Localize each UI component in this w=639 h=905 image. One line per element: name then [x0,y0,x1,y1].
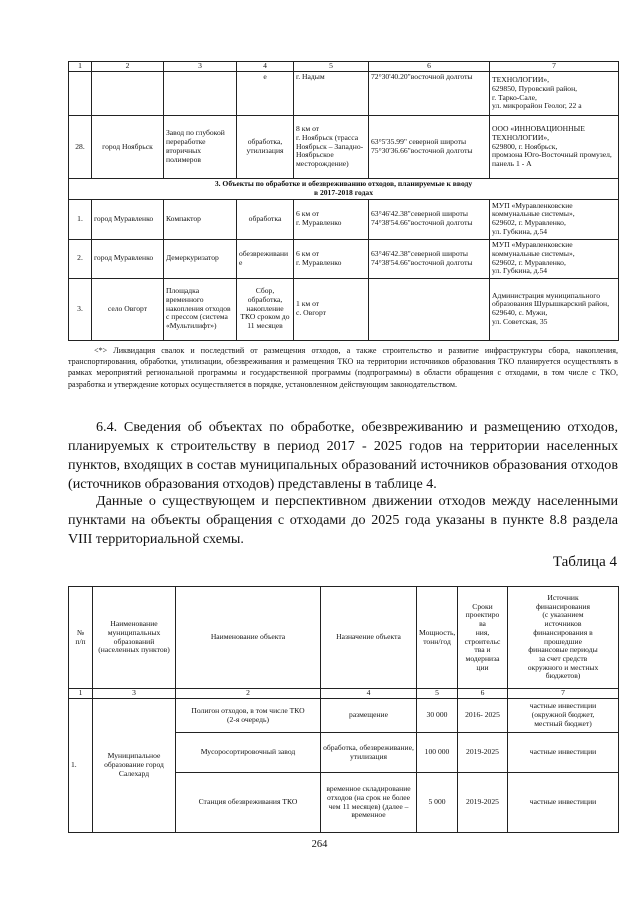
coordinates-cell: 63°5'35.99" северной широты 75°30'36.66"восточной долготы [369,116,490,179]
location-cell: 1 км от с. Овгорт [294,278,369,340]
settlement-cell: город Муравленко [92,239,164,278]
object-cell: Площадка временного накопления отходов с прессом (система «Мультилифт») [164,278,237,340]
operator-cell: ТЕХНОЛОГИИ», 629850, Пуровский район, г. Тарко-Сале, ул. микрорайон Геолог, 22 а [490,72,619,116]
object-cell: Демеркуризатор [164,239,237,278]
row-number: 1. [69,699,93,833]
purpose-cell: временное складирование отходов (на срок не более чем 11 месяцев) (далее – временное [321,773,417,833]
column-number: 6 [458,689,508,699]
section-title: 3. Объекты по обработке и обезвреживанию отходов, планируемые к вводу в 2017-2018 годах [69,179,619,200]
header-object-purpose: Назначение объекта [321,587,417,689]
period-cell: 2019-2025 [458,733,508,773]
funding-cell: частные инвестиции (окружной бюджет, местный бюджет) [508,699,619,733]
column-number: 2 [92,62,164,72]
capacity-cell: 5 000 [417,773,458,833]
table-header-row [69,62,619,72]
column-number: 2 [176,689,321,699]
purpose-cell: обработка, обезвреживание, утилизация [321,733,417,773]
paragraph-waste-flow: Данные о существующем и перспективном движении отходов между населенными пунктами на объекты обращения с отходами до 2025 года указаны в пункте 8.8 раздела VIII территориальной схемы. [68,493,618,547]
municipality-cell: Муниципальное образование город Салехард [93,699,176,833]
table-header-row [69,587,619,689]
operator-cell: ООО «ИННОВАЦИОННЫЕ ТЕХНОЛОГИИ», 629800, г. Ноябрьск, промзона Юго-Восточный промузел, панель 1 - А [490,116,619,179]
operator-cell: МУП «Муравленковские коммунальные системы», 629602, г. Муравленко, ул. Губкина, д.54 [490,199,619,239]
coordinates-cell [369,278,490,340]
header-number: № п/п [69,587,93,689]
column-number: 7 [508,689,619,699]
purpose-cell: обработка [237,199,294,239]
funding-cell: частные инвестиции [508,733,619,773]
paragraph-6-4: 6.4. Сведения об объектах по обработке, обезвреживанию и размещению отходов, планируемых к строительству в период 2017 - 2025 годов на территории населенных пунктов, входящих в состав муниципальных образований источников образования отходов (источников образования отходов) представлены в таблице 4. [68,419,618,492]
purpose-cell: Сбор, обработка, накопление ТКО сроком до 11 месяцев [237,278,294,340]
object-cell: Мусоросортировочный завод [176,733,321,773]
coordinates-cell: 63°46'42.38"северной широты 74°38'54.66"восточной долготы [369,239,490,278]
table-row [69,239,619,278]
location-cell: 6 км от г. Муравленко [294,239,369,278]
table-4 [68,586,619,833]
row-number: 3. [69,278,92,340]
location-cell: 8 км от г. Ноябрьск (трасса Ноябрьск – Западно-Ноябрьское месторождение) [294,116,369,179]
object-cell: Полигон отходов, в том числе ТКО (2-я очередь) [176,699,321,733]
capacity-cell: 30 000 [417,699,458,733]
row-number [69,72,92,116]
operator-cell: МУП «Муравленковские коммунальные системы», 629602, г. Муравленко, ул. Губкина, д.54 [490,239,619,278]
column-number: 4 [321,689,417,699]
column-number: 3 [164,62,237,72]
object-cell [164,72,237,116]
settlement-cell: село Овгорт [92,278,164,340]
table-3-continuation [68,61,619,341]
object-cell: Станция обезвреживания ТКО [176,773,321,833]
section-header-row [69,179,619,200]
row-number: 1. [69,199,92,239]
column-number: 1 [69,689,93,699]
row-number: 2. [69,239,92,278]
settlement-cell: город Ноябрьск [92,116,164,179]
table-4-caption: Таблица 4 [552,554,617,570]
period-cell: 2019-2025 [458,773,508,833]
coordinates-cell: 72°30'40.20"восточной долготы [369,72,490,116]
location-cell: 6 км от г. Муравленко [294,199,369,239]
header-period: Сроки проектиро ва ния, строительс тва и модерниза ции [458,587,508,689]
column-number-row [69,689,619,699]
operator-cell: Администрация муниципального образования Шурышкарский район, 629640, с. Мужи, ул. Советская, 35 [490,278,619,340]
table-row [69,699,619,733]
settlement-cell: город Муравленко [92,199,164,239]
column-number: 5 [294,62,369,72]
location-cell: г. Надым [294,72,369,116]
coordinates-cell: 63°46'42.38"северной широты 74°38'54.66"восточной долготы [369,199,490,239]
column-number: 1 [69,62,92,72]
settlement-cell [92,72,164,116]
purpose-cell: обезвреживани е [237,239,294,278]
object-cell: Компактор [164,199,237,239]
page-number: 264 [311,839,328,850]
purpose-cell: обработка, утилизация [237,116,294,179]
column-number: 4 [237,62,294,72]
table-row [69,116,619,179]
column-number: 6 [369,62,490,72]
header-funding: Источник финансирования (с указанием источников финансирования в прошедшие финансовые периоды за счет средств окружного и местных бюджетов) [508,587,619,689]
table-row [69,278,619,340]
table-row [69,72,619,116]
header-municipality: Наименование муниципальных образований (населенных пунктов) [93,587,176,689]
row-number: 28. [69,116,92,179]
object-cell: Завод по глубокой переработке вторичных полимеров [164,116,237,179]
header-capacity: Мощность, тонн/год [417,587,458,689]
period-cell: 2016- 2025 [458,699,508,733]
footnote: <*> Ликвидация свалок и последствий от размещения отходов, а также строительство и развитие инфраструктуры сбора, накопления, транспортирования, обработки, утилизации, обезвреживания и размещения ТКО на территории источников образования ТКО планируется осуществлять в рамках мероприятий региональной программы и государственной программы (подпрограммы) в области обращения с отходами, в том числе с ТКО, разработка и утверждение которых осуществляется в порядке, установленном действующим законодательством. [68,346,618,389]
purpose-cell: размещение [321,699,417,733]
capacity-cell: 100 000 [417,733,458,773]
purpose-cell: е [237,72,294,116]
column-number: 3 [93,689,176,699]
funding-cell: частные инвестиции [508,773,619,833]
header-object-name: Наименование объекта [176,587,321,689]
column-number: 7 [490,62,619,72]
table-row [69,199,619,239]
column-number: 5 [417,689,458,699]
